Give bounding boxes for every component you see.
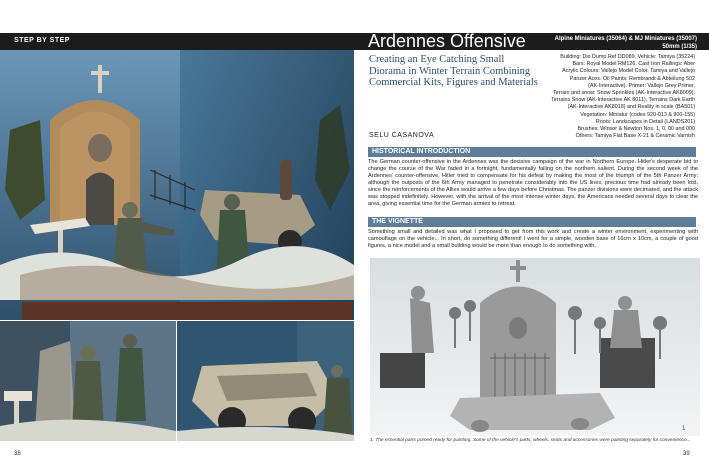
product-line-1: Alpine Miniatures (35064) & MJ Miniatures (35007)	[554, 36, 697, 42]
vignette-text: Something small and detailed was what I proposed to get from this work and create a winter environment, experimenting with camouflage on the vehicle... In short, do something different! I went for a simple, wooden base of 16cm x 10cm, a couple of good figures, a nice model and a small building would be more than enough to do something with.	[368, 229, 698, 249]
spec-line: (AK-Interactive AK8018) and Reality in scale (BA501)	[567, 104, 695, 111]
article-subtitle: Creating an Eye Catching Small Diorama in Winter Terrain Combining Commercial Kits, Figures and Materials	[369, 54, 538, 88]
primed-parts-photo	[370, 258, 700, 436]
spec-line: Building: Dio Dump Ref DD089. Vehicle: Tamiya (35224)	[560, 54, 695, 60]
section-heading-vignette: THE VIGNETTE	[368, 217, 696, 227]
detail-photo-1	[0, 321, 176, 441]
section-heading-historical: HISTORICAL INTRODUCTION	[368, 147, 696, 157]
page-title: Ardennes Offensive	[368, 31, 526, 51]
page-number-left: 38	[14, 451, 21, 457]
spec-line: Terrain and snow: Snow Sprinkles (AK-Interactive AK8009),	[552, 90, 695, 97]
svg-text:1: 1	[682, 426, 686, 432]
detail-photo-2	[177, 321, 354, 441]
spec-line: Panzer Aces. Oil Paints: Rembrandt & Abteilung 502	[569, 75, 695, 82]
product-line-2: 50mm (1/35)	[662, 44, 697, 50]
author-name: SELU CASANOVA	[369, 132, 435, 139]
historical-intro-text: The German counter-offensive in the Ardennes was the decisive campaign of the war in Northern Europe. Hitler's desperate bid to change the course of the War faded in a fortnight, fundamentally failing on the northern salient. During the second week of the Ardennes' counter-offensive, Hitler tried to compensate for his defeat by making the most of the triumph of the 5th Panzer Army; although the outposts of the 6th Army managed to penetrate considerably into the US lines, precious time had already been lost, since the reinforcements of the Allies would arrive a few days before Christmas. The panzer divisions were decimated, and the attack was stopped indefinitely. However, with the arrival of the most intense winter days, the Americans needed several days to clear the area, giving essential time for the German armies to retreat.	[368, 159, 698, 207]
spec-line: Acrylic Colours: Vallejo Model Color, Tamiya and Vallejo	[562, 68, 695, 75]
spec-line: Roots: Landscapes in Detail (LANDS201)	[595, 118, 695, 125]
spec-line: (AK-Interactive). Primer: Vallejo Grey Primer.	[588, 82, 695, 89]
spec-line: Others: Tamiya Flat Base X-21 & Ceramic Varnish	[575, 133, 695, 140]
primed-parts-illustration	[370, 258, 700, 436]
spec-line: Brushes: Winsor & Newton Nos. 1, 0, 00 and 000	[577, 126, 695, 133]
spec-line: Bars: Royal Model RM126. Cast Iron Railings: Aber	[572, 61, 695, 68]
photo-caption: 1. The essential parts primed ready for painting. Some of the vehicle's parts, wheels, seats and accessories were painting separately for convenience...	[370, 438, 691, 443]
spec-line: Vegetation: Miniatur (codes 920-013 & 900-155)	[580, 111, 695, 118]
product-credits	[555, 35, 697, 51]
diorama-illustration	[0, 50, 354, 320]
page-number-right: 39	[683, 451, 690, 457]
detail-illustration-1	[0, 321, 176, 441]
section-label: STEP BY STEP	[14, 37, 70, 44]
spec-line: Terrains Snow (AK-Interactive AK 8011), Terrains Dark Earth	[551, 97, 695, 104]
main-diorama-photo	[0, 50, 354, 320]
detail-illustration-2	[177, 321, 354, 441]
materials-list	[470, 54, 695, 140]
